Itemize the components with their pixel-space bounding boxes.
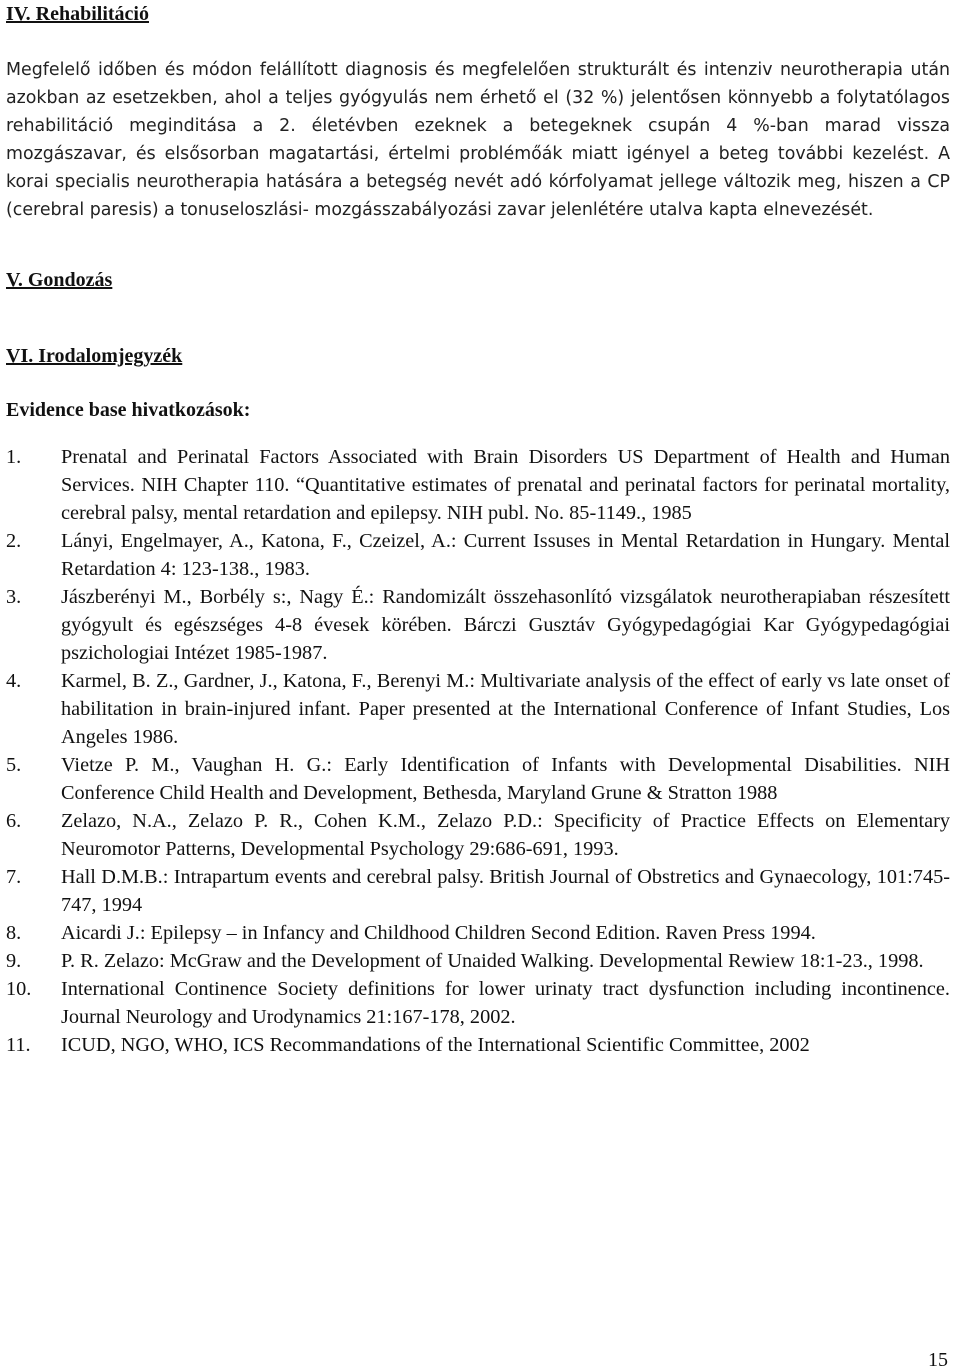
reference-text: ICUD, NGO, WHO, ICS Recommandations of the International Scientific Committee, 2002 xyxy=(61,1034,810,1056)
reference-number: 8. xyxy=(6,922,22,944)
reference-text: Hall D.M.B.: Intrapartum events and cerebral palsy. British Journal of Obstretics and Gynaecology, 101:745-747, 1994 xyxy=(61,866,950,916)
section-heading-bibliography: VI. Irodalomjegyzék xyxy=(6,345,183,367)
document-page xyxy=(6,0,950,1059)
reference-number: 3. xyxy=(6,586,22,608)
reference-item xyxy=(6,807,950,863)
reference-text: Jászberényi M., Borbély s:, Nagy É.: Randomizált összehasonlító vizsgálatok neurotherapiaban részesített gyógyult és egészséges 4-8 évesek körében. Bárczi Gusztáv Gyógypedagógiai Kar Gyógypedagógiai pszichologiai Intézet 1985-1987. xyxy=(61,586,950,664)
reference-text: Vietze P. M., Vaughan H. G.: Early Identification of Infants with Developmental Disabilities. NIH Conference Child Health and Development, Bethesda, Maryland Grune & Stratton 1988 xyxy=(61,754,950,804)
reference-text: Aicardi J.: Epilepsy – in Infancy and Childhood Children Second Edition. Raven Press 1994. xyxy=(61,922,816,944)
reference-text: International Continence Society definitions for lower urinaty tract dysfunction including incontinence. Journal Neurology and Urodynamics 21:167-178, 2002. xyxy=(61,978,950,1028)
reference-item xyxy=(6,975,950,1031)
reference-item xyxy=(6,863,950,919)
reference-number: 2. xyxy=(6,530,22,552)
reference-number: 1. xyxy=(6,446,22,468)
reference-item xyxy=(6,667,950,751)
reference-number: 7. xyxy=(6,866,22,888)
section-heading-rehabilitation: IV. Rehabilitáció xyxy=(6,3,149,25)
reference-item xyxy=(6,527,950,583)
reference-item xyxy=(6,443,950,527)
reference-number: 5. xyxy=(6,754,22,776)
reference-item xyxy=(6,751,950,807)
reference-text: Prenatal and Perinatal Factors Associated with Brain Disorders US Department of Health and Human Services. NIH Chapter 110. “Quantitative estimates of prenatal and perinatal factors for perinatal mortality, cerebral palsy, mental retardation and epilepsy. NIH publ. No. 85-1149., 1985 xyxy=(61,446,950,524)
reference-text: Lányi, Engelmayer, A., Katona, F., Czeizel, A.: Current Issuses in Mental Retardation in Hungary. Mental Retardation 4: 123-138., 1983. xyxy=(61,530,950,580)
reference-number: 4. xyxy=(6,670,22,692)
reference-text: Zelazo, N.A., Zelazo P. R., Cohen K.M., Zelazo P.D.: Specificity of Practice Effects on Elementary Neuromotor Patterns, Developmental Psychology 29:686-691, 1993. xyxy=(61,810,950,860)
reference-number: 9. xyxy=(6,950,22,972)
section-heading-care: V. Gondozás xyxy=(6,269,113,291)
reference-number: 6. xyxy=(6,810,22,832)
page-number: 15 xyxy=(928,1349,948,1371)
reference-text: P. R. Zelazo: McGraw and the Development of Unaided Walking. Developmental Rewiew 18:1-23., 1998. xyxy=(61,950,924,972)
reference-item xyxy=(6,583,950,667)
reference-item xyxy=(6,1031,950,1059)
reference-item xyxy=(6,919,950,947)
reference-text: Karmel, B. Z., Gardner, J., Katona, F., Berenyi M.: Multivariate analysis of the effect of early vs late onset of habilitation in brain-injured infant. Paper presented at the International Conference of Infant Studies, Los Angeles 1986. xyxy=(61,670,950,748)
reference-item xyxy=(6,947,950,975)
rehabilitation-paragraph: Megfelelő időben és módon felállított diagnosis és megfelelően strukturált és intenziv neurotherapia után azokban az esetzekben, ahol a teljes gyógyulás nem érhető el (32 %) jelentősen könnyebb a folytatólagos rehabilitáció meginditása a 2. életévben ezeknek a betegeknek csupán 4 %-ban marad vissza mozgászavar, és elsősorban magatartási, értelmi problémőák miatt igényel a beteg további kezelést. A korai specialis neurotherapia hatására a betegség nevét adó kórfolyamat jellege változik meg, hiszen a CP (cerebral paresis) a tonuseloszlási- mozgásszabályozási zavar jelenlétére utalva kapta elnevezését. xyxy=(6,60,950,220)
reference-number: 10. xyxy=(6,978,32,1000)
evidence-base-heading: Evidence base hivatkozások: xyxy=(6,399,251,421)
reference-number: 11. xyxy=(6,1034,31,1056)
reference-list xyxy=(6,443,950,1059)
